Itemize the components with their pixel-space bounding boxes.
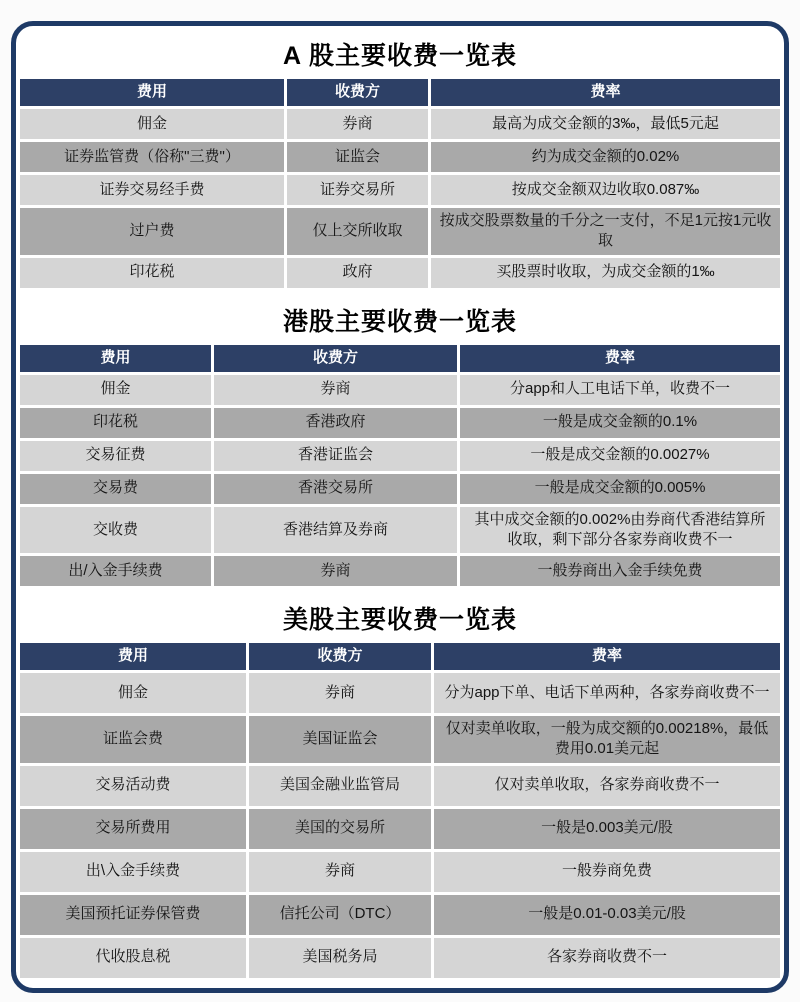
collector-cell: 券商 [214, 375, 457, 405]
rate-cell: 一般是成交金额的0.1% [460, 408, 780, 438]
collector-cell: 券商 [287, 109, 428, 139]
a-share-fee-table [20, 36, 780, 288]
fee-name-cell: 过户费 [20, 208, 284, 255]
a-col-header-collector: 收费方 [287, 79, 428, 106]
collector-cell: 券商 [214, 556, 457, 586]
hk-col-header-fee: 费用 [20, 345, 211, 372]
a-share-table-grid [20, 79, 780, 288]
rate-cell: 一般是成交金额的0.0027% [460, 441, 780, 471]
collector-cell: 券商 [249, 673, 431, 713]
hk-table-title: 港股主要收费一览表 [282, 307, 517, 336]
rate-cell: 一般券商出入金手续免费 [460, 556, 780, 586]
rate-cell: 按成交金额双边收取0.087‰ [431, 175, 780, 205]
a-col-header-rate: 费率 [431, 79, 780, 106]
rate-cell: 约为成交金额的0.02% [431, 142, 780, 172]
rate-cell: 一般是0.01-0.03美元/股 [434, 895, 780, 935]
fee-name-cell: 交易所费用 [20, 809, 246, 849]
fee-name-cell: 印花税 [20, 258, 284, 288]
us-col-header-rate: 费率 [434, 643, 780, 670]
fee-overview-panel [11, 21, 789, 993]
rate-cell: 买股票时收取，为成交金额的1‰ [431, 258, 780, 288]
fee-name-cell: 出\入金手续费 [20, 852, 246, 892]
rate-cell: 各家券商收费不一 [434, 938, 780, 978]
collector-cell: 香港结算及券商 [214, 507, 457, 554]
fee-name-cell: 交易征费 [20, 441, 211, 471]
us-col-header-fee: 费用 [20, 643, 246, 670]
rate-cell: 一般是成交金额的0.005% [460, 474, 780, 504]
collector-cell: 香港交易所 [214, 474, 457, 504]
collector-cell: 仅上交所收取 [287, 208, 428, 255]
rate-cell: 最高为成交金额的3‰，最低5元起 [431, 109, 780, 139]
rate-cell: 一般是0.003美元/股 [434, 809, 780, 849]
collector-cell: 证券交易所 [287, 175, 428, 205]
a-col-header-fee: 费用 [20, 79, 284, 106]
fee-name-cell: 交易费 [20, 474, 211, 504]
rate-cell: 分app和人工电话下单，收费不一 [460, 375, 780, 405]
rate-cell: 其中成交金额的0.002%由券商代香港结算所收取，剩下部分各家券商收费不一 [460, 507, 780, 554]
collector-cell: 信托公司（DTC） [249, 895, 431, 935]
fee-name-cell: 代收股息税 [20, 938, 246, 978]
hk-fee-table [20, 302, 780, 587]
hk-table-grid [20, 345, 780, 587]
fee-name-cell: 佣金 [20, 109, 284, 139]
collector-cell: 美国金融业监管局 [249, 766, 431, 806]
hk-col-header-collector: 收费方 [214, 345, 457, 372]
collector-cell: 香港政府 [214, 408, 457, 438]
fee-name-cell: 佣金 [20, 375, 211, 405]
rate-cell: 分为app下单、电话下单两种，各家券商收费不一 [434, 673, 780, 713]
a-share-table-title: A 股主要收费一览表 [282, 42, 518, 70]
us-table-title: 美股主要收费一览表 [282, 606, 517, 634]
fee-name-cell: 证券监管费（俗称"三费"） [20, 142, 284, 172]
us-table-grid [20, 643, 780, 978]
fee-name-cell: 证监会费 [20, 716, 246, 763]
collector-cell: 券商 [249, 852, 431, 892]
collector-cell: 美国税务局 [249, 938, 431, 978]
collector-cell: 美国的交易所 [249, 809, 431, 849]
collector-cell: 政府 [287, 258, 428, 288]
hk-col-header-rate: 费率 [460, 345, 780, 372]
fee-name-cell: 证券交易经手费 [20, 175, 284, 205]
rate-cell: 仅对卖单收取，一般为成交额的0.00218%，最低费用0.01美元起 [434, 716, 780, 763]
fee-name-cell: 佣金 [20, 673, 246, 713]
rate-cell: 仅对卖单收取，各家券商收费不一 [434, 766, 780, 806]
us-col-header-collector: 收费方 [249, 643, 431, 670]
collector-cell: 证监会 [287, 142, 428, 172]
rate-cell: 一般券商免费 [434, 852, 780, 892]
collector-cell: 美国证监会 [249, 716, 431, 763]
us-fee-table [20, 600, 780, 978]
fee-name-cell: 出/入金手续费 [20, 556, 211, 586]
fee-name-cell: 交易活动费 [20, 766, 246, 806]
fee-name-cell: 美国预托证券保管费 [20, 895, 246, 935]
fee-name-cell: 印花税 [20, 408, 211, 438]
fee-name-cell: 交收费 [20, 507, 211, 554]
rate-cell: 按成交股票数量的千分之一支付，不足1元按1元收取 [431, 208, 780, 255]
collector-cell: 香港证监会 [214, 441, 457, 471]
